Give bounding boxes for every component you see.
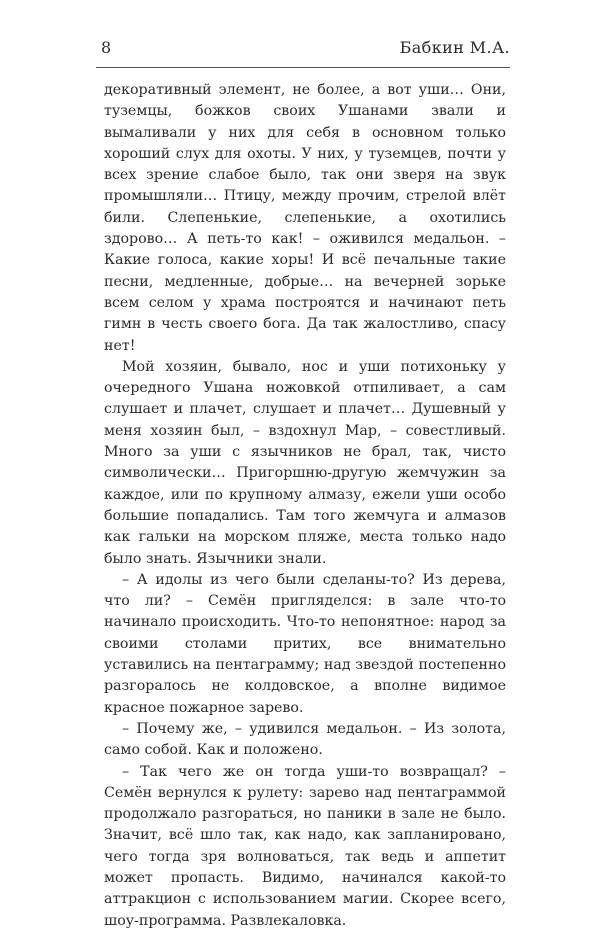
paragraph: – А идолы из чего были сделаны-то? Из дерева, что ли? – Семён пригляделся: в зале что-то начинало происходить. Что-то непонятное: народ за своими столами притих, все внимательно уставились на пентаграмму; над звездой постепенно разгоралось не колдовское, а вполне видимое красное пожарное зарево.: [104, 571, 506, 716]
paragraph: декоративный элемент, не более, а вот уши… Они, туземцы, божков своих Ушанами звали и вымаливали у них для себя в основном только хороший слух для охоты. У них, у туземцев, почти у всех зрение слабое было, так они зверя на звук промышляли… Птицу, между прочим, стрелой влёт били. Слепенькие, слепенькие, а охотились здорово… А петь-то как! – оживился медальон. – Какие голоса, какие хоры! И всё печальные такие песни, медленные, добрые… на вечерней зорьке всем селом у храма построятся и начинают петь гимн в честь своего бога. Да так жалостливо, спасу нет!: [104, 82, 506, 354]
paragraph: – Почему же, – удивился медальон. – Из золота, само собой. Как и положено.: [104, 720, 506, 759]
page-number: 8: [101, 38, 112, 57]
paragraph: – Так чего же он тогда уши-то возвращал? – Семён вернулся к рулету: зарево над пентаграммой продолжало разгораться, но паники в зале не было. Значит, всё шло так, как надо, как запланировано, чего тогда зря волноваться, так ведь и аппетит может пропасть. Видимо, начинался какой-то аттракцион с использованием магии. Скорее всего, шоу-программа. Развлекаловка.: [104, 763, 506, 929]
body-text: [104, 80, 506, 932]
page-header: [96, 38, 510, 64]
running-title: Бабкин М.А.: [399, 38, 510, 57]
paragraph: Мой хозяин, бывало, нос и уши потихоньку у очередного Ушана ножовкой отпиливает, а сам слушает и плачет, слушает и плачет… Душевный у меня хозяин был, – вздохнул Мар, – совестливый. Много за уши с язычников не брал, так, чисто символически… Пригоршню-другую жемчужин за каждое, или по крупному алмазу, ежели уши особо большие попадались. Там того жемчуга и алмазов как гальки на морском пляже, места только надо было знать. Язычники знали.: [104, 358, 506, 567]
header-rule: [96, 67, 510, 68]
